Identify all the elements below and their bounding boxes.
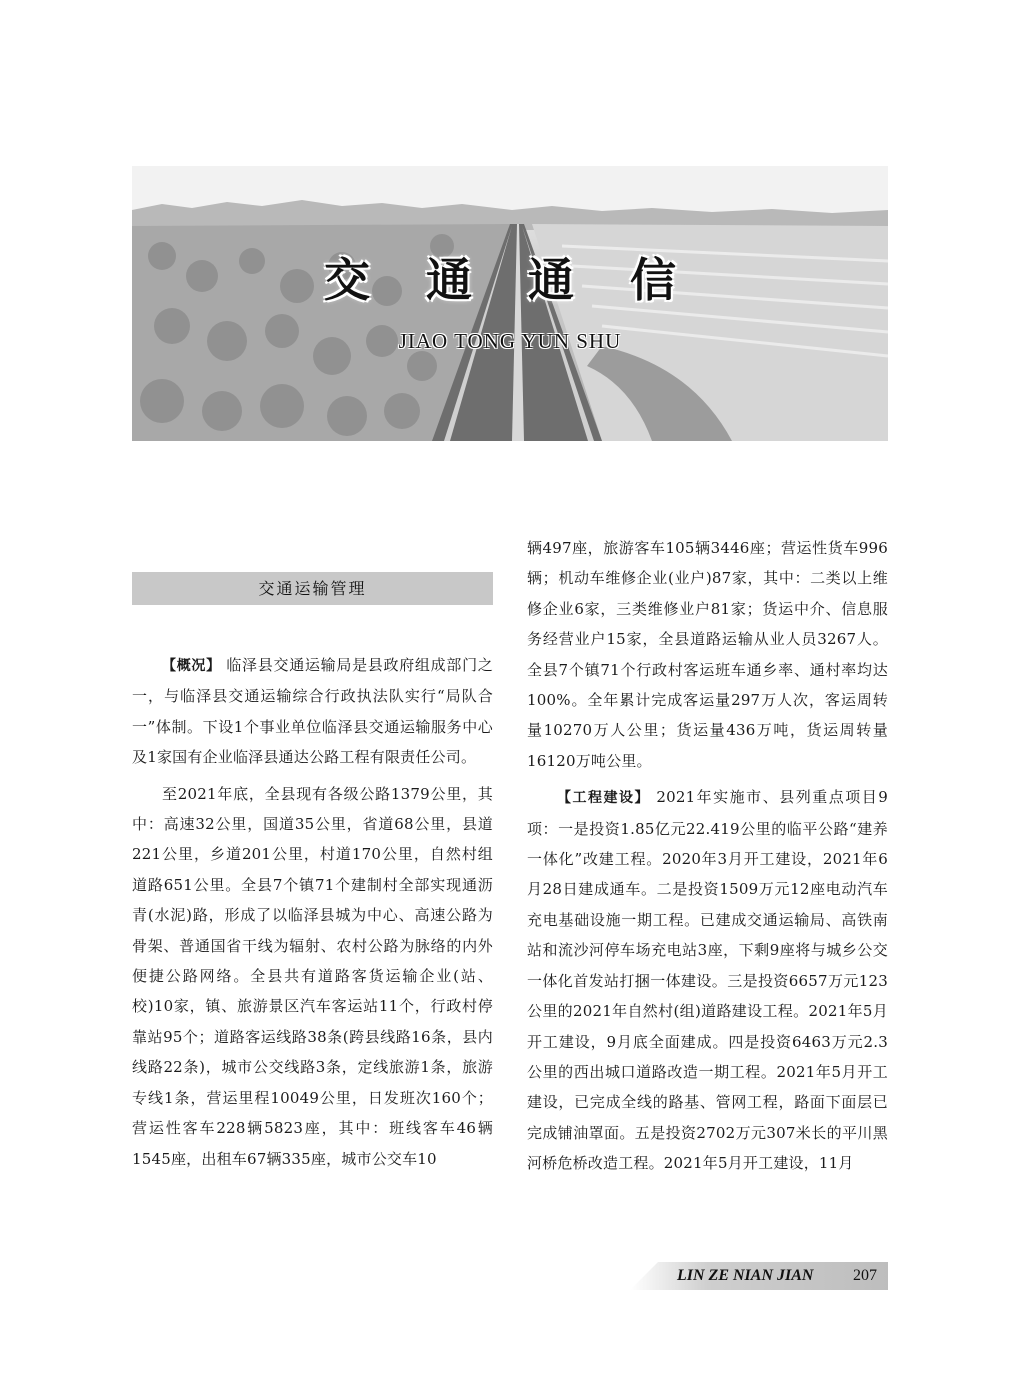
- paragraph-overview: [132, 650, 493, 773]
- paragraph-text: 临泽县交通运输局是县政府组成部门之一，与临泽县交通运输综合行政执法队实行“局队合一”体制。下设1个事业单位临泽县交通运输服务中心及1家国有企业临泽县通达公路工程有限责任公司。: [132, 656, 493, 767]
- keyword-overview: 【概况】: [162, 658, 221, 674]
- header-banner-photo: [132, 166, 888, 441]
- paragraph-statistics-continued: [527, 533, 888, 776]
- right-text-column: [527, 533, 888, 1179]
- section-heading: 交 通 通 信: [323, 253, 697, 307]
- journal-name: LIN ZE NIAN JIAN: [677, 1267, 814, 1284]
- paragraph-construction: [527, 782, 888, 1178]
- paragraph-text: 2021年实施市、县列重点项目9项：一是投资1.85亿元22.419公里的临平公路“建养一体化”改建工程。2020年3月开工建设，2021年6月28日建成通车。二是投资1509万元12座电动汽车充电基础设施一期工程。已建成交通运输局、高铁南站和流沙河停车场充电站3座，下剩9座将与城乡公交一体化首发站打捆一体建设。三是投资6657万元123公里的2021年自然村(组)道路建设工程。2021年5月开工建设，9月底全面建成。四是投资6463万元2.3公里的西出城口道路改造一期工程。2021年5月开工建设，已完成全线的路基、管网工程，路面下面层已完成铺油罩面。五是投资2702万元307米长的平川黑河桥危桥改造工程。2021年5月开工建设，11月: [527, 788, 889, 1173]
- left-text-column: [132, 650, 493, 1174]
- paragraph-statistics: [132, 779, 493, 1174]
- paragraph-text: 至2021年底，全县现有各级公路1379公里，其中：高速32公里，国道35公里，省道68公里，县道221公里，乡道201公里，村道170公里，自然村组道路651公里。全县7个镇71个建制村全部实现通沥青(水泥)路，形成了以临泽县城为中心、高速公路为骨架、普通国省干线为辐射、农村公路为脉络的内外便捷公路网络。全县共有道路客货运输企业(站、校)10家，镇、旅游景区汽车客运站11个，行政村停靠站95个；道路客运线路38条(跨县线路16条，县内线路22条)，城市公交线路3条，定线旅游1条，旅游专线1条，营运里程10049公里，日发班次160个；营运性客车228辆5823座，其中：班线客车46辆1545座，出租车67辆335座，城市公交车10: [132, 784, 493, 1168]
- page-number: 207: [853, 1267, 877, 1284]
- section-subtitle-bar: 交通运输管理: [132, 572, 493, 605]
- paragraph-text: 辆497座，旅游客车105辆3446座；营运性货车996辆；机动车维修企业(业户)87家，其中：二类以上维修企业6家，三类维修业户81家；货运中介、信息服务经营业户15家，全县道路运输从业人员3267人。全县7个镇71个行政村客运班车通乡率、通村率均达100%。全年累计完成客运量297万人次，客运周转量10270万人公里；货运量436万吨，货运周转量16120万吨公里。: [527, 539, 888, 770]
- section-heading-pinyin: JIAO TONG YUN SHU: [398, 329, 622, 353]
- keyword-construction: 【工程建设】: [557, 790, 651, 807]
